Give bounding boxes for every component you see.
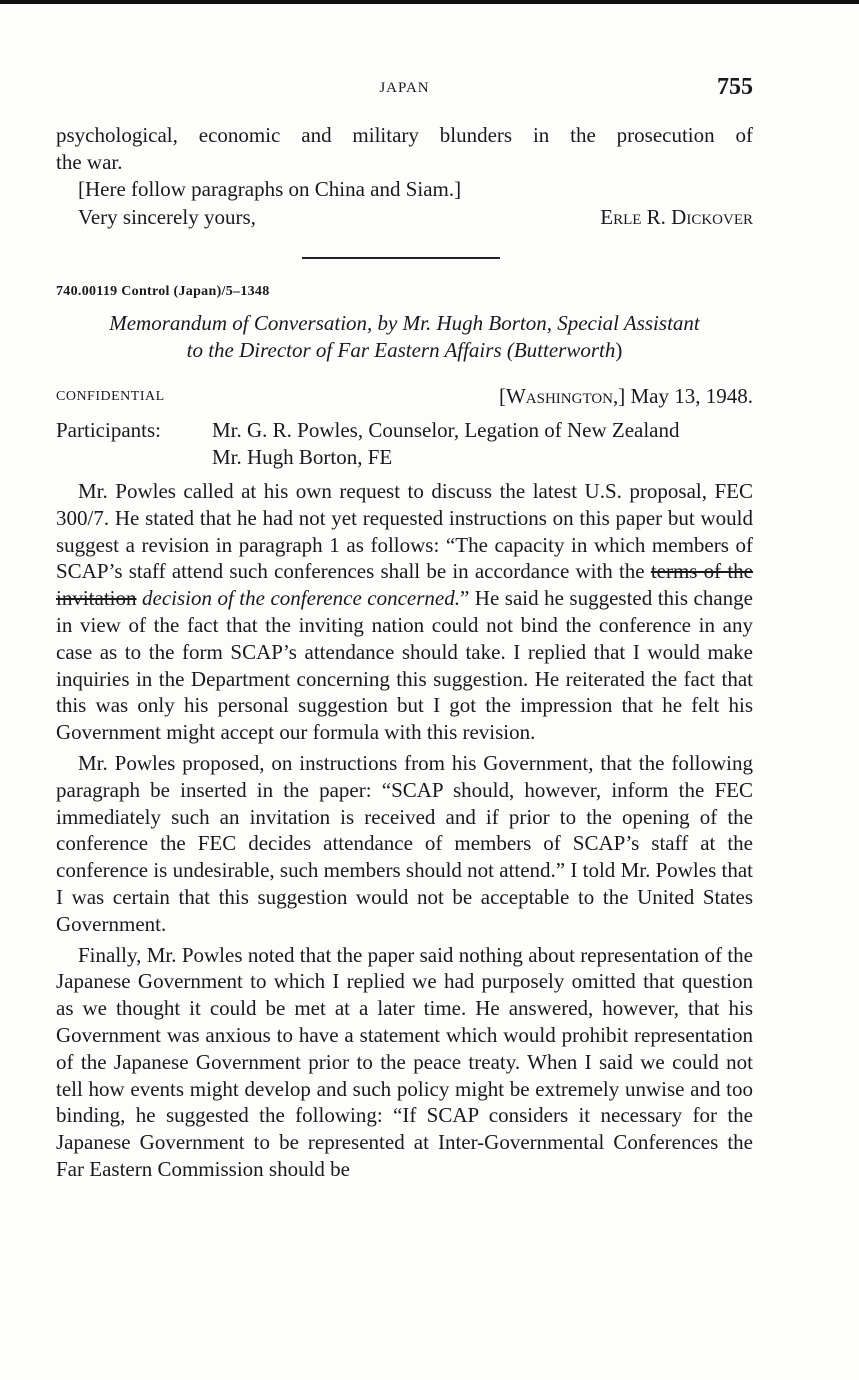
title-line-2 [56,337,753,364]
dateline [499,384,753,409]
paragraph-1-end: ” He said he suggested this change in view of the fact that the inviting nation could not bind the conference in any case as to the form SCAP’s attendance should take. I replied that I would make inquiries in the Department concerning this suggestion. He reiterated the fact that this was only his personal suggestion but I got the impression that he felt his Government might accept our formula with this revision. [56,586,754,745]
participants-label: Participants: [56,418,161,442]
inserted-text: decision of the conference concerned. [142,586,460,611]
participant-2: Mr. Hugh Borton, FE [212,444,393,469]
memorandum-body [56,478,753,1183]
salutation: Very sincerely yours, [78,205,256,229]
paragraph-1 [56,478,753,746]
section-divider [302,257,500,259]
dateline-place: Washington [505,384,613,408]
previous-document-continuation [56,122,753,202]
classification-row [56,384,753,412]
participant-list [212,417,753,471]
dateline-date: ,] May 13, 1948. [613,384,753,408]
page-number: 755 [717,74,753,100]
title-line-2-post: ) [615,338,623,362]
letter-closing [56,205,753,233]
participant-1: Mr. G. R. Powles, Counselor, Legation of New Zealand [212,418,680,442]
signature: Erle R. Dickover [600,205,753,229]
paragraph-1-start: Mr. Powles called at his own request to discuss the latest U.S. proposal, FEC 300/7. He stated that he had not yet requested instructions on this paper but would suggest a revision in paragraph 1 as follows: “The capacity in which members of SCAP’s staff attend such conferences shall be in accordance with the [56,479,753,584]
dateline-open: [ [498,384,506,408]
running-head: JAPAN [379,80,430,96]
paragraph-2: Mr. Powles proposed, on instructions from his Government, that the following paragraph be inserted in the paper: “SCAP should, however, inform the FEC immediately such an invitation is received and if prior to the opening of the conference the FEC decides attendance of members of SCAP’s staff at the conference is undesirable, such members should not attend.” I told Mr. Powles that I was certain that this suggestion would not be acceptable to the United States Government. [56,750,753,936]
title-line-2-pre: to the Director of Far Eastern Affairs ( [186,338,514,362]
paragraph-3: Finally, Mr. Powles noted that the paper said nothing about representation of the Japanese Government to which I replied we had purposely omitted that question as we thought it could be met at a later time. He answered, however, that his Government was anxious to have a statement which would prohibit representation of the Japanese Government prior to the peace treaty. When I said we could not tell how events might develop and such policy might be extremely unwise and too binding, he suggested the following: “If SCAP considers it necessary for the Japanese Government to be represented at Inter-Governmental Conferences the Far Eastern Commission should be [56,942,753,1181]
page-header [56,76,753,106]
classification: CONFIDENTIAL [56,389,165,404]
continuation-line-1: psychological, economic and military blunders in the prosecution of [56,123,753,147]
file-number: 740.00119 Control (Japan)/5–1348 [56,284,270,299]
title-line-2-name: Butterworth [513,338,616,362]
continuation-line-2: the war. [56,149,123,174]
scan-top-edge [0,0,859,4]
document-title [56,310,753,364]
struck-text: terms of the invitation [56,559,754,611]
bracket-note: [Here follow paragraphs on China and Siam.] [78,176,462,201]
title-line-1: Memorandum of Conversation, by Mr. Hugh Borton, Special Assistant [109,311,700,335]
